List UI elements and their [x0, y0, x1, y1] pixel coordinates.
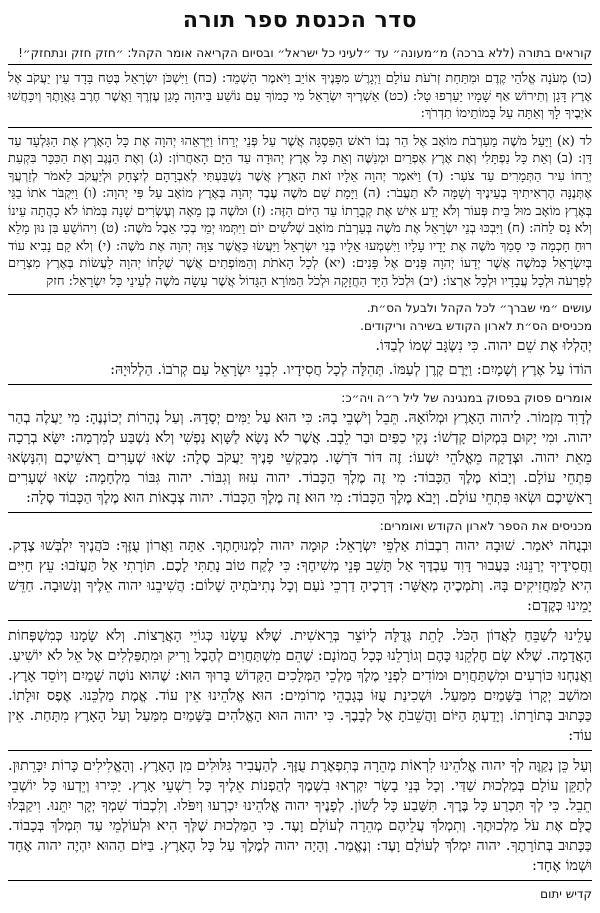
divider [8, 294, 592, 295]
torah-reading-part-1: (כו) מְעֹנָה אֱלֹהֵי קֶדֶם וּמִתַּחַת זְרֹעֹת עוֹלָם וַיְגָרֶשׁ מִפָּנֶיךָ אוֹיֵב וַיֹּאמֶר הַשְׁמֵד: (כח) וַיִּשְׁכֹּן יִשְׂרָאֵל בֶּטַח בָּדָד עֵין יַעֲקֹב אֶל אֶרֶץ דָּגָן וְתִירוֹשׁ אַף שָׁמָיו יַעַרְפוּ טָל: (כט) אַשְׁרֶיךָ יִשְׂרָאֵל מִי כָמוֹךָ עַם נוֹשַׁע בַּיהוָה מָגֵן עֶזְרֶךָ וַאֲשֶׁר חֶרֶב גַּאֲוָתֶךָ וְיִכָּחֲשׁוּ אֹיְבֶיךָ לָךְ וְאַתָּה עַל בָּמוֹתֵימוֹ תִדְרֹךְ: [8, 71, 592, 121]
page-title: סדר הכנסת ספר תורה [182, 8, 418, 33]
psalm-24: לְדָוִד מִזְמוֹר. לַיהוה הָאָרֶץ וּמְלוֹאָהּ. תֵּבֵל וְיֹשְׁבֵי בָהּ: כִּי הוּא עַל יַמִּים יְסָדָהּ. וְעַל נְהָרוֹת יְכוֹנְנֶהָ: מִי יַעֲלֶה בְהַר יהוה. וּמִי יָקוּם בִּמְקוֹם קָדְשׁוֹ: נְקִי כַפַּיִם וּבַר לֵבָב. אֲשֶׁר לֹא נָשָׂא לַשָּׁוְא נַפְשִׁי וְלֹא נִשְׁבַּע לְמִרְמָה: יִשָּׂא בְרָכָה מֵאֵת יהוה. וּצְדָקָה מֵאֱלֹהֵי יִשְׁעוֹ: זֶה דּוֹר דֹּרְשָׁו. מְבַקְשֵׁי פָנֶיךָ יַעֲקֹב סֶלָה: שְׂאוּ שְׁעָרִים רָאשֵׁיכֶם וְהִנָּשְׂאוּ פִּתְחֵי עוֹלָם. וְיָבוֹא מֶלֶךְ הַכָּבוֹד: מִי זֶה מֶלֶךְ הַכָּבוֹד. יהוה עִזּוּז וְגִבּוֹר. יהוה גִּבּוֹר מִלְחָמָה: שְׂאוּ שְׁעָרִים רָאשֵׁיכֶם וּשְׂאוּ פִּתְחֵי עוֹלָם. וְיָבֹא מֶלֶךְ הַכָּבוֹד: מִי הוּא זֶה מֶלֶךְ הַכָּבוֹד. יהוה צְבָאוֹת הוּא מֶלֶךְ הַכָּבוֹד סֶלָה: [8, 410, 592, 506]
intro-instruction: קוראים בתורה (ללא ברכה) מ״מעונה״ עד ״לעיני כל ישראל״ ובסיום הקריאה אומר הקהל: ״חזק חזק ונתחזק״! [18, 46, 592, 60]
divider [8, 620, 592, 621]
aleinu-paragraph-1: עָלֵינוּ לְשַׁבֵּחַ לַאֲדוֹן הַכֹּל. לָתֵת גְּדֻלָּה לְיוֹצֵר בְּרֵאשִׁית. שֶׁלֹּא עָשָׂנוּ כְּגוֹיֵי הָאֲרָצוֹת. וְלֹא שָׂמָנוּ כְּמִשְׁפְּחוֹת הָאֲדָמָה. שֶׁלֹּא שָׂם חֶלְקֵנוּ כָּהֶם וְגוֹרָלֵנוּ כְּכָל הֲמוֹנָם: שֶׁהֵם מִשְׁתַּחֲוִים לְהֶבֶל וָרִיק וּמִתְפַּלְלִים אֶל אֵל לֹא יוֹשִׁיעַ. וַאֲנַחְנוּ כּוֹרְעִים וּמִשְׁתַּחֲוִים וּמוֹדִים לִפְנֵי מֶלֶךְ מַלְכֵי הַמְּלָכִים הַקָּדוֹשׁ בָּרוּךְ הוּא: שֶׁהוּא נוֹטֶה שָׁמַיִם וְיוֹסֵד אָרֶץ. וּמוֹשַׁב יְקָרוֹ בַּשָּׁמַיִם מִמַּעַל. וּשְׁכִינַת עֻזּוֹ בְּגָבְהֵי מְרוֹמִים: הוּא אֱלֹהֵינוּ אֵין עוֹד. אֱמֶת מַלְכֵּנוּ. אֶפֶס זוּלָתוֹ. כַּכָּתוּב בְּתוֹרָתוֹ. וְיָדַעְתָּ הַיּוֹם וַהֲשֵׁבֹתָ אֶל לְבָבֶךָ. כִּי יהוה הוּא הָאֱלֹהִים בַּשָּׁמַיִם מִמַּעַל וְעַל הָאָרֶץ מִתָּחַת. אֵין עוֹד: [8, 628, 592, 744]
return-torah-instruction: מכניסים הס״ת לארון הקודש בשירה וריקודים. [360, 319, 592, 333]
mi-sheberach-instruction: עושים ״מי שברך״ לכל הקהל ולבעל הס״ת. [366, 301, 592, 315]
divider [8, 880, 592, 881]
aleinu-paragraph-2: וְעַל כֵּן נְקַוֶּה לְךָ יהוה אֱלֹהֵינוּ לִרְאוֹת מְהֵרָה בְּתִפְאֶרֶת עֻזֶּךָ. לְהַעֲבִיר גִּלּוּלִים מִן הָאָרֶץ. וְהָאֱלִילִים כָּרוֹת יִכָּרֵתוּן. לְתַקֵּן עוֹלָם בְּמַלְכוּת שַׁדַּי. וְכָל בְּנֵי בָשָׂר יִקְרְאוּ בִשְׁמֶךָ לְהַפְנוֹת אֵלֶיךָ כָּל רִשְׁעֵי אָרֶץ. יַכִּירוּ וְיֵדְעוּ כָּל יוֹשְׁבֵי תֵבֵל. כִּי לְךָ תִּכְרַע כָּל בֶּרֶךְ. תִּשָּׁבַע כָּל לָשׁוֹן. לְפָנֶיךָ יהוה אֱלֹהֵינוּ יִכְרְעוּ וְיִפֹּלוּ. וְלִכְבוֹד שִׁמְךָ יְקָר יִתֵּנוּ. וִיקַבְּלוּ כֻלָּם אֶת עֹל מַלְכוּתֶךָ. וְתִמְלֹךְ עֲלֵיהֶם מְהֵרָה לְעוֹלָם וָעֶד. כִּי הַמַּלְכוּת שֶׁלְּךָ הִיא וּלְעוֹלְמֵי עַד תִּמְלֹךְ בְּכָבוֹד. כַּכָּתוּב בְּתוֹרָתֶךָ. יהוה יִמְלֹךְ לְעוֹלָם וָעֶד: וְנֶאֱמַר. וְהָיָה יהוה לְמֶלֶךְ עַל כָּל הָאָרֶץ. בַּיּוֹם הַהוּא יִהְיֶה יהוה אֶחָד וּשְׁמוֹ אֶחָד: [8, 758, 592, 874]
divider [8, 127, 592, 128]
divider [8, 750, 592, 751]
divider [8, 64, 592, 65]
divider [8, 384, 592, 385]
yehallelu-verse: יְהַלְלוּ אֶת שֵׁם יהוה. כִּי נִשְׂגָּב שְׁמוֹ לְבַדּוֹ. [375, 338, 592, 354]
hodo-verse: הוֹדוֹ עַל אֶרֶץ וְשָׁמָיִם: וַיָּרֶם קֶרֶן לְעַמּוֹ. תְּהִלָּה לְכָל חֲסִידָיו. לִבְנֵי יִשְׂרָאֵל עַם קְרֹבוֹ. הַלְלוּיָהּ: [110, 362, 592, 378]
divider [8, 512, 592, 513]
torah-reading-part-2: לד (א) וַיַּעַל מֹשֶׁה מֵעַרְבֹת מוֹאָב אֶל הַר נְבוֹ רֹאשׁ הַפִּסְגָּה אֲשֶׁר עַל פְּנֵי יְרֵחוֹ וַיַּרְאֵהוּ יְהוָה אֶת כָּל הָאָרֶץ אֶת הַגִּלְעָד עַד דָּן: (ב) וְאֵת כָּל נַפְתָּלִי וְאֶת אֶרֶץ אֶפְרַיִם וּמְנַשֶּׁה וְאֵת כָּל אֶרֶץ יְהוּדָה עַד הַיָּם הָאַחֲרוֹן: (ג) וְאֶת הַנֶּגֶב וְאֶת הַכִּכָּר בִּקְעַת יְרֵחוֹ עִיר הַתְּמָרִים עַד צֹעַר: (ד) וַיֹּאמֶר יְהוָה אֵלָיו זֹאת הָאָרֶץ אֲשֶׁר נִשְׁבַּעְתִּי לְאַבְרָהָם לְיִצְחָק וּלְיַעֲקֹב לֵאמֹר לְזַרְעֲךָ אֶתְּנֶנָּה הֶרְאִיתִיךָ בְעֵינֶיךָ וְשָׁמָּה לֹא תַעֲבֹר: (ה) וַיָּמָת שָׁם מֹשֶׁה עֶבֶד יְהוָה בְּאֶרֶץ מוֹאָב עַל פִּי יְהוָה: (ו) וַיִּקְבֹּר אֹתוֹ בַגַּי בְּאֶרֶץ מוֹאָב מוּל בֵּית פְּעוֹר וְלֹא יָדַע אִישׁ אֶת קְבֻרָתוֹ עַד הַיּוֹם הַזֶּה: (ז) וּמֹשֶׁה בֶּן מֵאָה וְעֶשְׂרִים שָׁנָה בְּמֹתוֹ לֹא כָהֲתָה עֵינוֹ וְלֹא נָס לֵחֹה: (ח) וַיִּבְכּוּ בְנֵי יִשְׂרָאֵל אֶת מֹשֶׁה בְּעַרְבֹת מוֹאָב שְׁלֹשִׁים יוֹם וַיִּתְּמוּ יְמֵי בְכִי אֵבֶל מֹשֶׁה: (ט) וִיהוֹשֻׁעַ בִּן נוּן מָלֵא רוּחַ חָכְמָה כִּי סָמַךְ מֹשֶׁה אֶת יָדָיו עָלָיו וַיִּשְׁמְעוּ אֵלָיו בְּנֵי יִשְׂרָאֵל וַיַּעֲשׂוּ כַּאֲשֶׁר צִוָּה יְהוָה אֶת מֹשֶׁה: (י) וְלֹא קָם נָבִיא עוֹד בְּיִשְׂרָאֵל כְּמֹשֶׁה אֲשֶׁר יְדָעוֹ יְהוָה פָּנִים אֶל פָּנִים: (יא) לְכָל הָאֹתֹת וְהַמּוֹפְתִים אֲשֶׁר שְׁלָחוֹ יְהוָה לַעֲשׂוֹת בְּאֶרֶץ מִצְרָיִם לְפַרְעֹה וּלְכָל עֲבָדָיו וּלְכָל אַרְצוֹ: (יב) וּלְכֹל הַיָּד הַחֲזָקָה וּלְכֹל הַמּוֹרָא הַגָּדוֹל אֲשֶׁר עָשָׂה מֹשֶׁה לְעֵינֵי כָּל יִשְׂרָאֵל: חזק [8, 133, 592, 289]
kaddish-yatom-heading: קדיש יתום [540, 887, 592, 901]
uvenucho-yomar: וּבְנֻחֹה יֹאמַר. שׁוּבָה יהוה רִבְבוֹת אַלְפֵי יִשְׂרָאֵל: קוּמָה יהוה לִמְנוּחָתֶךָ. אַתָּה וַאֲרוֹן עֻזֶּךָ: כֹּהֲנֶיךָ יִלְבְּשׁוּ צֶדֶק. וַחֲסִידֶיךָ יְרַנֵּנוּ: בַּעֲבוּר דָּוִד עַבְדֶּךָ אַל תָּשֵׁב פְּנֵי מְשִׁיחֶךָ: כִּי לֶקַח טוֹב נָתַתִּי לָכֶם. תּוֹרָתִי אַל תַּעֲזֹבוּ: עֵץ חַיִּים הִיא לַמַּחֲזִיקִים בָּהּ. וְתֹמְכֶיהָ מְאֻשָּׁר: דְּרָכֶיהָ דַרְכֵי נֹעַם וְכָל נְתִיבֹתֶיהָ שָׁלוֹם: הֲשִׁיבֵנוּ יהוה אֵלֶיךָ וְנָשׁוּבָה. חַדֵּשׁ יָמֵינוּ כְּקֶדֶם: [8, 538, 592, 614]
return-ark-instruction: מכניסים את הספר לארון הקודש ואומרים: [379, 519, 592, 533]
psalm-instruction: אומרים פסוק בפסוק במנגינה של ליל ר״ה ויה״כ: [341, 391, 592, 405]
